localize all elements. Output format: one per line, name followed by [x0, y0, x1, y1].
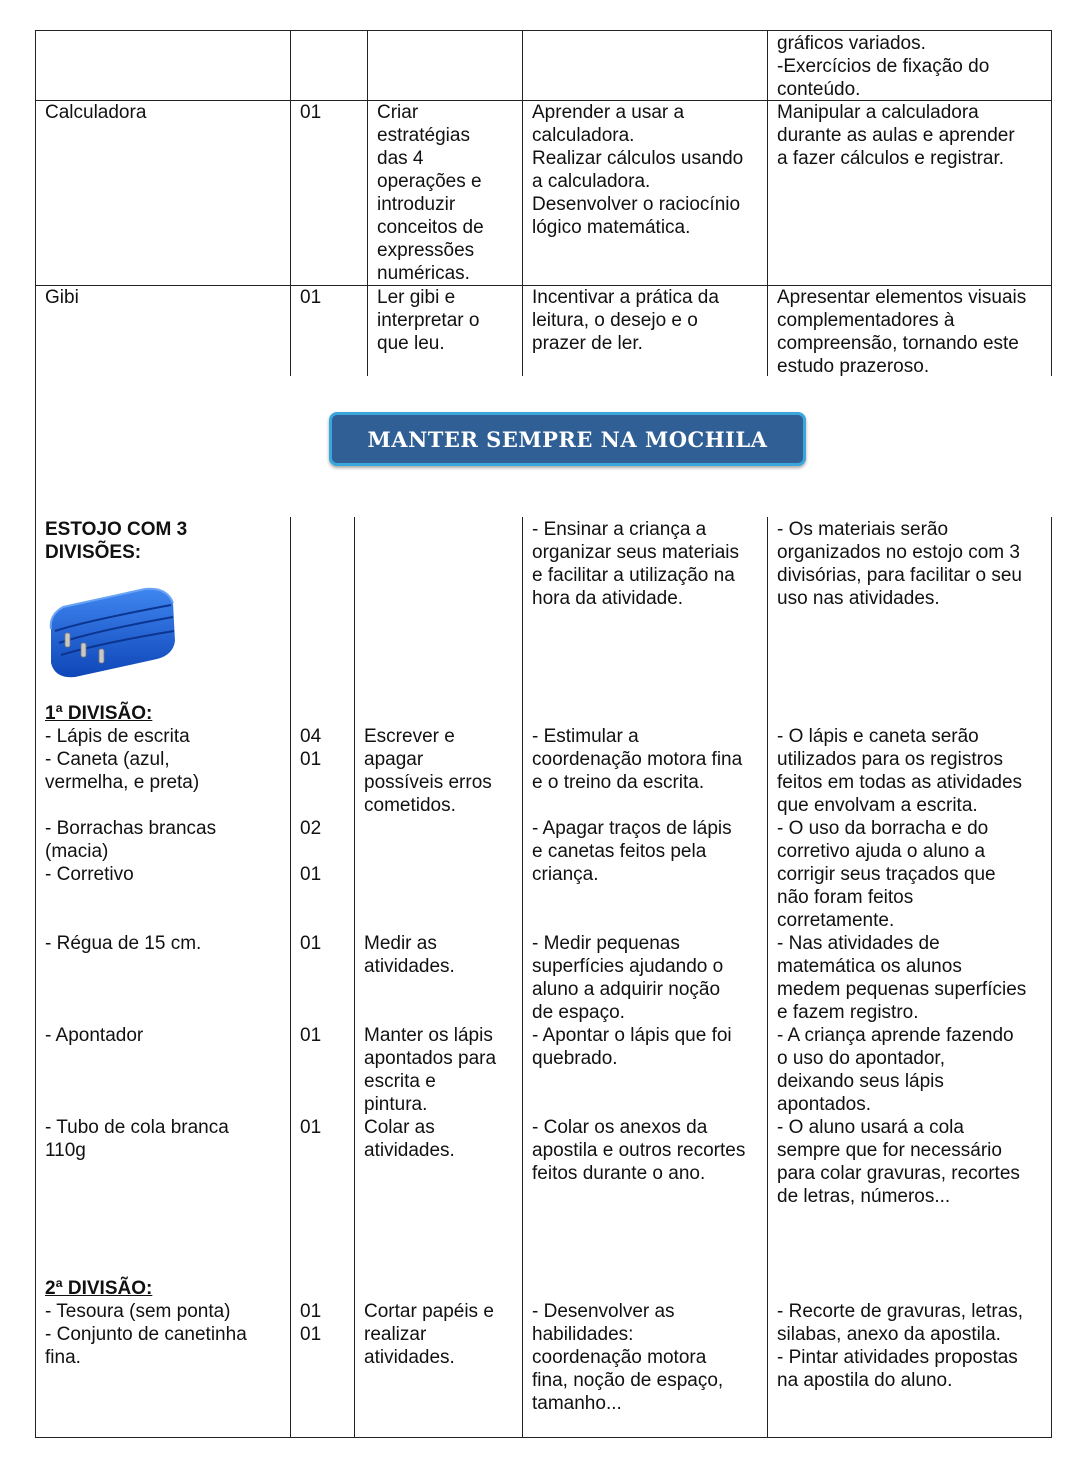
table-cell-qty: 01 — [300, 933, 322, 954]
table-cell-material: - Borrachas brancas (macia) - Corretivo — [45, 818, 217, 885]
table-cell-objective: - Colar os anexos da apostila e outros recortes feitos durante o ano. — [532, 1117, 746, 1184]
table-cell-objective: Aprender a usar a calculadora. Realizar cálculos usando a calculadora. Desenvolver o raciocínio lógico matemática. — [532, 102, 744, 238]
top-table-col-line — [522, 30, 523, 376]
table-cell-material: - Régua de 15 cm. — [45, 933, 202, 954]
table-cell-material: Calculadora — [45, 102, 147, 123]
top-table-col-line — [290, 30, 291, 376]
table-cell-activity: Escrever e apagar possíveis erros cometidos. — [364, 726, 492, 816]
table-cell-qty: 01 — [300, 102, 322, 123]
estojo-title: ESTOJO COM 3 DIVISÕES: — [45, 519, 188, 563]
table-cell-material: - Tesoura (sem ponta) - Conjunto de canetinha fina. — [45, 1301, 247, 1368]
table-cell-methodology: - O uso da borracha e do corretivo ajuda o aluno a corrigir seus traçados que não foram feitos corretamente. — [777, 818, 996, 931]
division-heading: 2ª DIVISÃO: — [45, 1278, 153, 1299]
table-cell-material: - Lápis de escrita - Caneta (azul, vermelha, e preta) — [45, 726, 200, 793]
table-cell-qty: 01 — [300, 1117, 322, 1138]
table-cell-qty: 02 01 — [300, 818, 322, 885]
bottom-table-col-line — [290, 517, 291, 1438]
table-cell-objective: - Apagar traços de lápis e canetas feitos pela criança. — [532, 818, 732, 885]
table-cell-activity: Criar estratégias das 4 operações e introduzir conceitos de expressões numéricas. — [377, 102, 484, 284]
division-heading: 1ª DIVISÃO: — [45, 703, 153, 724]
table-cell-qty: 01 — [300, 1025, 322, 1046]
section-banner — [329, 412, 806, 466]
table-cell-material: - Tubo de cola branca 110g — [45, 1117, 229, 1161]
table-cell-objective: - Estimular a coordenação motora fina e o treino da escrita. — [532, 726, 743, 793]
table-cell-activity: Cortar papéis e realizar atividades. — [364, 1301, 494, 1368]
table-cell-objective: - Medir pequenas superfícies ajudando o aluno a adquirir noção de espaço. — [532, 933, 724, 1023]
table-cell-objective: - Desenvolver as habilidades: coordenação motora fina, noção de espaço, tamanho... — [532, 1301, 724, 1414]
table-cell-material: Gibi — [45, 287, 79, 308]
pencil-case-icon — [45, 585, 177, 681]
table-cell-methodology: Manipular a calculadora durante as aulas e aprender a fazer cálculos e registrar. — [777, 102, 1015, 169]
table-cell-activity: Medir as atividades. — [364, 933, 455, 977]
table-cell-objective: - Apontar o lápis que foi quebrado. — [532, 1025, 732, 1069]
table-cell-methodology: - Nas atividades de matemática os alunos medem pequenas superfícies e fazem registro. — [777, 933, 1027, 1023]
table-cell-methodology: - Recorte de gravuras, letras, silabas, anexo da apostila. - Pintar atividades propostas na apostila do aluno. — [777, 1301, 1024, 1391]
top-table-col-line — [1051, 30, 1052, 376]
table-cell-methodology: - A criança aprende fazendo o uso do apontador, deixando seus lápis apontados. — [777, 1025, 1014, 1115]
table-cell-methodology: - Os materiais serão organizados no estojo com 3 divisórias, para facilitar o seu uso nas atividades. — [777, 519, 1022, 609]
bottom-table-col-line — [522, 517, 523, 1438]
top-table-border-top — [35, 30, 1051, 31]
bottom-table-col-line — [354, 517, 355, 1438]
table-cell-methodology: - O lápis e caneta serão utilizados para os registros feitos em todas as atividades que envolvam a escrita. — [777, 726, 1023, 816]
table-cell-methodology: Apresentar elementos visuais complementadores à compreensão, tornando este estudo prazeroso. — [777, 287, 1027, 377]
table-cell-qty: 01 01 — [300, 1301, 322, 1345]
table-cell-objective: Incentivar a prática da leitura, o desejo e o prazer de ler. — [532, 287, 719, 354]
bottom-table-col-line — [767, 517, 768, 1438]
table-cell-qty: 04 01 — [300, 726, 322, 770]
top-table-col-line — [367, 30, 368, 376]
table-cell-activity: Colar as atividades. — [364, 1117, 455, 1161]
top-table-col-line — [35, 30, 36, 1438]
table-cell-qty: 01 — [300, 287, 322, 308]
table-cell-material: - Apontador — [45, 1025, 144, 1046]
table-cell-methodology: gráficos variados. -Exercícios de fixação do conteúdo. — [777, 33, 990, 100]
table-cell-activity: Ler gibi e interpretar o que leu. — [377, 287, 480, 354]
table-cell-methodology: - O aluno usará a cola sempre que for necessário para colar gravuras, recortes de letras, números... — [777, 1117, 1020, 1207]
bottom-table-border-bottom — [35, 1437, 1051, 1438]
table-cell-objective: - Ensinar a criança a organizar seus materiais e facilitar a utilização na hora da atividade. — [532, 519, 739, 609]
section-banner-title: MANTER SEMPRE NA MOCHILA — [367, 426, 768, 452]
table-cell-activity: Manter os lápis apontados para escrita e pintura. — [364, 1025, 497, 1115]
bottom-table-col-line — [1051, 517, 1052, 1438]
top-table-col-line — [767, 30, 768, 376]
